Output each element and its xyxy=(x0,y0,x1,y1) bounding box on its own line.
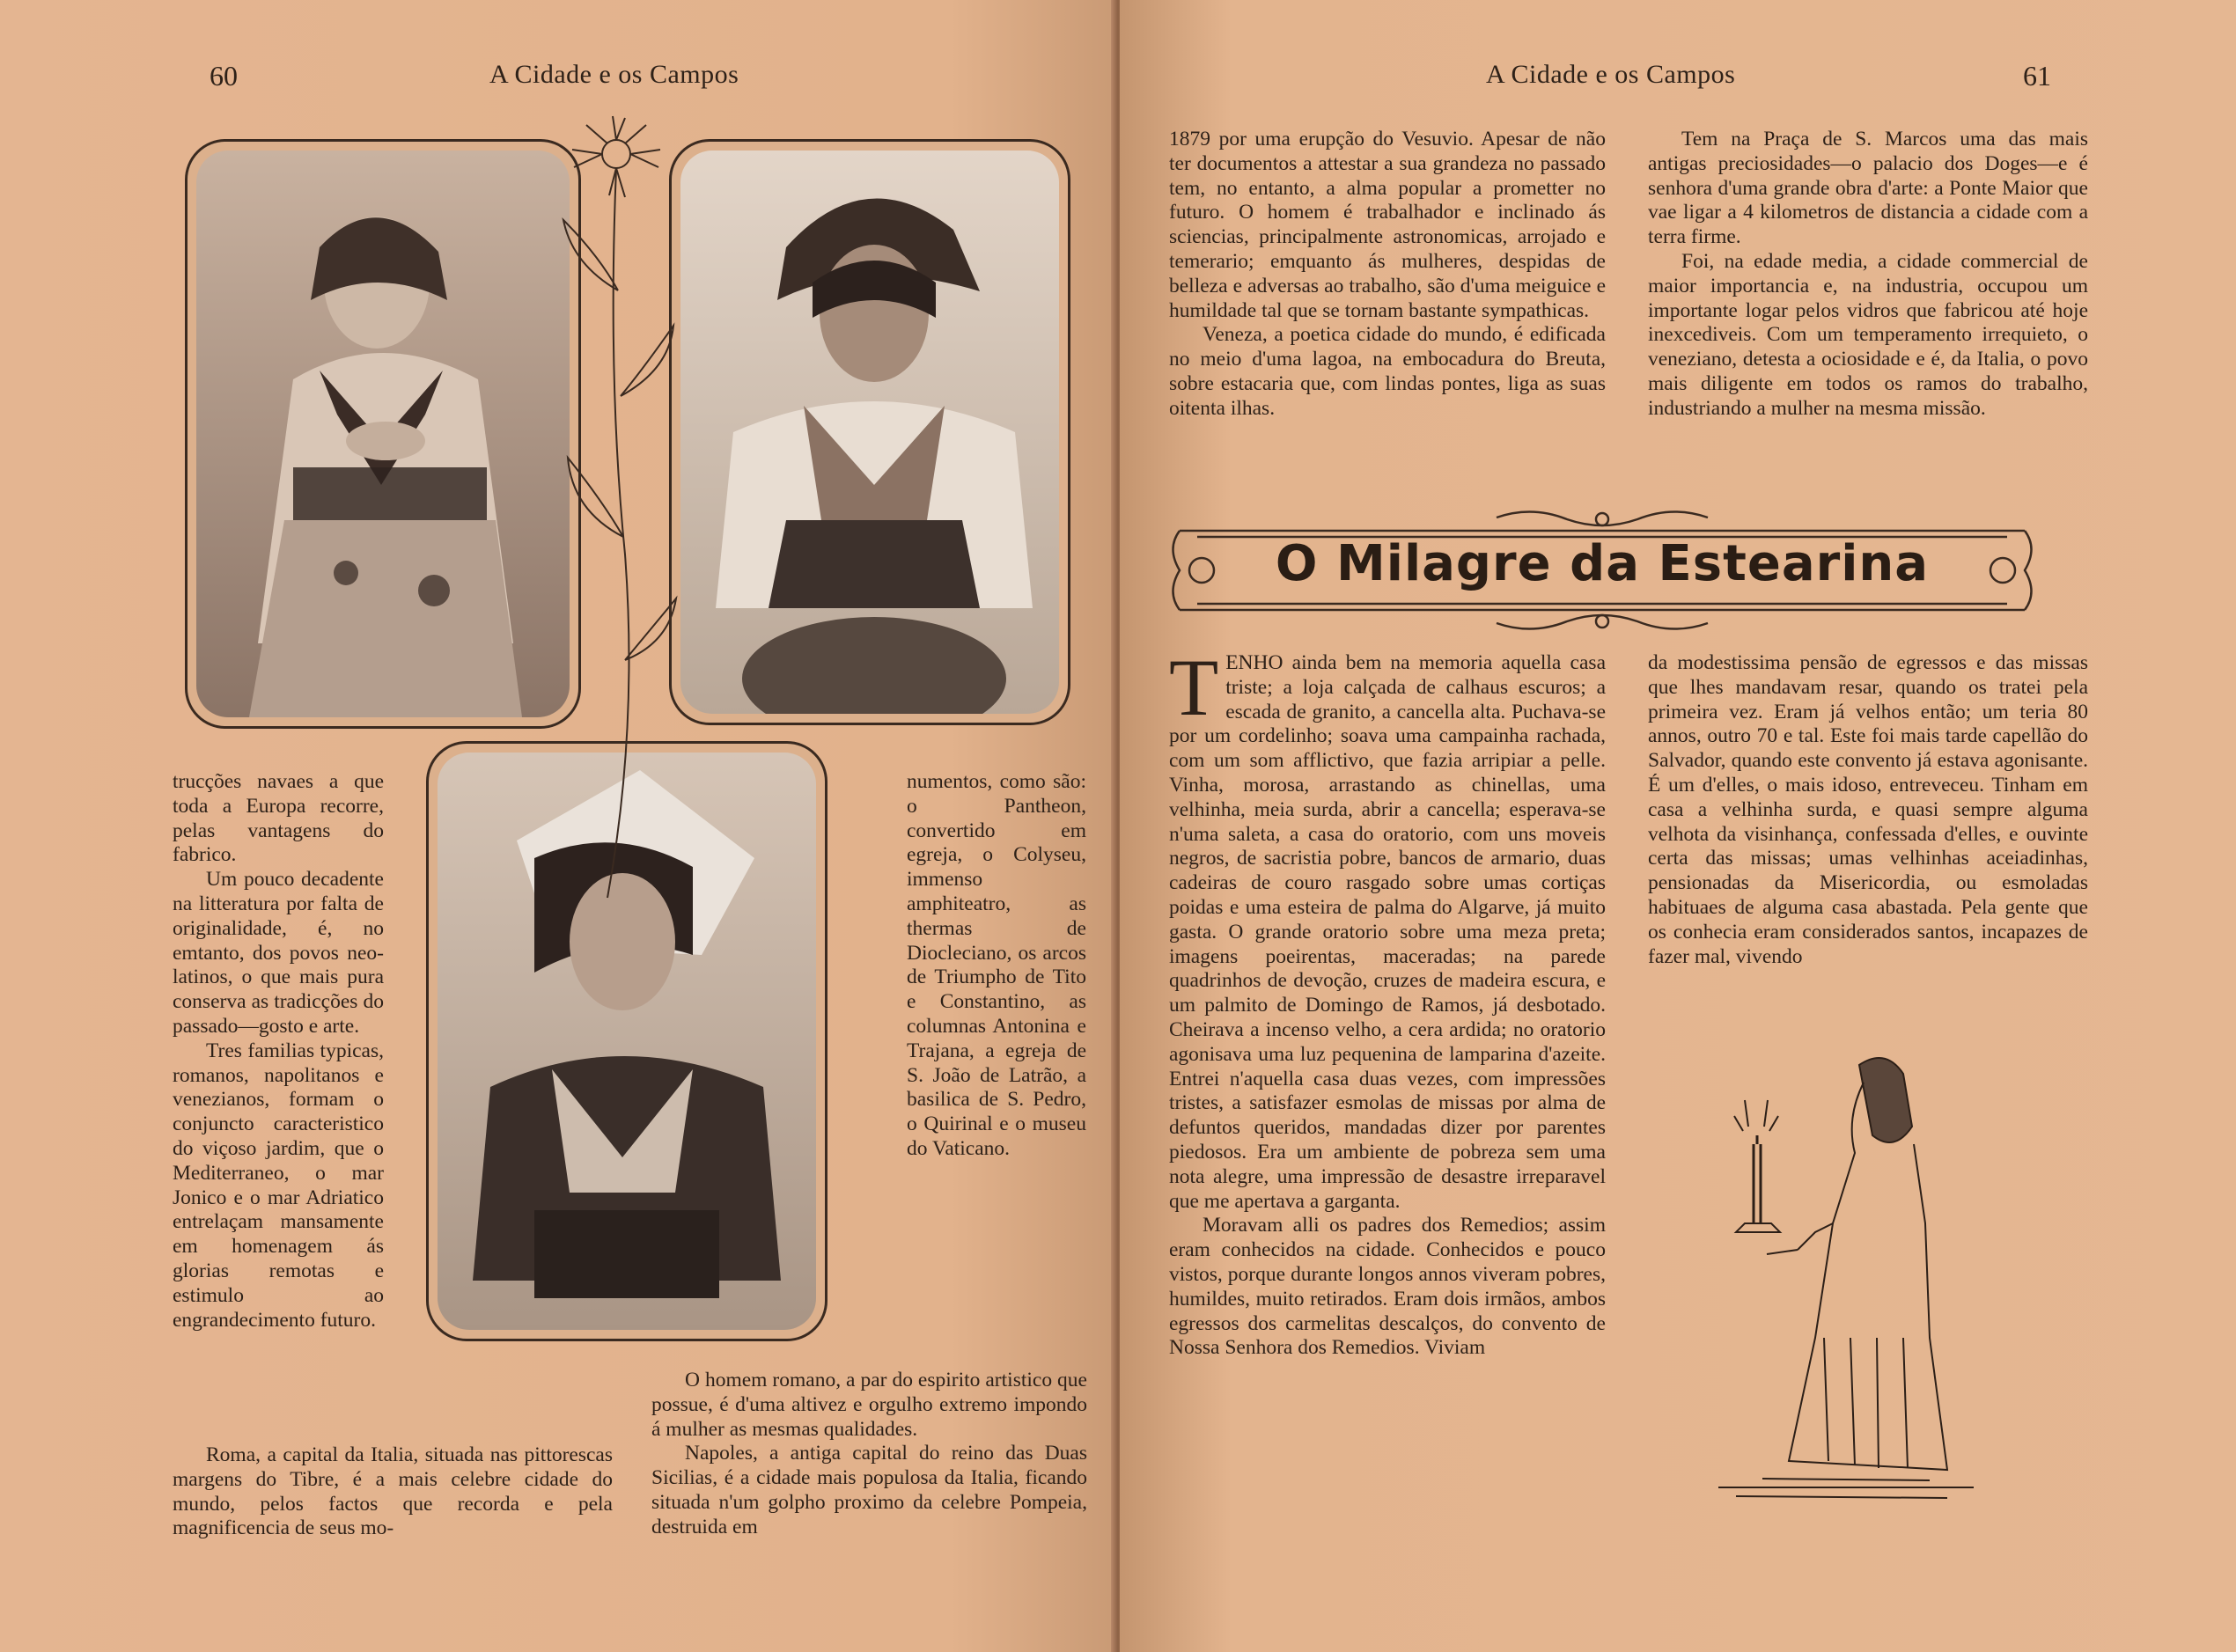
left-column-b-bottom xyxy=(651,1369,1087,1540)
paragraph: Veneza, a poetica cidade do mundo, é edificada no meio d'uma lagoa, na embocadura do Breuta, sobre estacaria que, com lindas pontes, liga as suas oitenta ilhas. xyxy=(1169,323,1606,420)
running-head-left: A Cidade e os Campos xyxy=(489,60,739,89)
page-number-left: 60 xyxy=(210,60,238,92)
paragraph: Roma, a capital da Italia, situada nas pittorescas margens do Tibre, é a mais celebre cidade do mundo, pelos factos que recorda e pela magnificencia de seus mo- xyxy=(173,1443,613,1540)
page-number-right: 61 xyxy=(2023,60,2051,92)
paragraph: ainda bem na memoria aquella casa triste; a loja calçada de calhaus escuros; a escada de granito, a cancella alta. Puchava-se por um cordelinho; soava uma campainha rachada, com um som afflictivo, que fazia arripiar a pelle. Vinha, morosa, arrastando as chinellas, uma velhinha, meia surda, abrir a cancella; esperava-se n'uma saleta, a casa do oratorio, com uns moveis negros, de sacristia pobre, bancos de armario, duas cadeiras de couro rasgado sobre umas cortiças poidas e uma esteira de palma do Algarve, já muito gasta. O grande oratorio sobre uma meza preta; imagens poeirentas, maceradas; na parede quadrinhos de devoção, cruzes de madeira escura, e um palmito de Domingo de Ramos, já desbotado. Cheirava a incenso velho, a cera ardida; no oratorio agonisava uma luz pequenina de lamparina d'azeite. Entrei n'aquella casa duas vezes, com impressões tristes, a satisfazer esmolas de missas por alma de defuntos queridos, mandadas dizer por parentes piedosos. Era um ambiente de pobreza sem uma nota alegre, uma impressão de desastre irreparavel que me apertava a garganta. xyxy=(1169,651,1606,1213)
photo-knitting-woman xyxy=(185,139,581,729)
paragraph: 1879 por uma erupção do Vesuvio. Apesar de não ter documentos a attestar a sua grandeza no passado tem, no entanto, a alma popular a prometter no futuro. O homem é trabalhador e inclinado ás sciencias, principalmente astronomicas, arrojado e temerario; emquanto ás mulheres, despidas de belleza e adversas ao trabalho, são d'uma meiguice e humildade tal que se tornam bastante sympathicas. xyxy=(1169,128,1606,322)
paragraph: Tres familias typicas, romanos, napolitanos e venezianos, formam o conjuncto caracteristico do viçoso jardim, que o Mediterraneo, o mar Jonico e o mar Adriatico entrelaçam mansamente em homenagem ás glorias remotas e estimulo ao engrandecimento futuro. xyxy=(173,1039,384,1332)
first-word: ENHO xyxy=(1225,651,1283,674)
right-column-b-bottom xyxy=(1648,651,2088,969)
drop-cap: T xyxy=(1169,642,1219,732)
paragraph: Foi, na edade media, a cidade commercial de maior importancia e, na industria, occupou um importante logar pelos vidros que fabricou até hoje inexcediveis. Com um temperamento irrequieto, o veneziano, detesta a ociosidade e é, da Italia, o povo mais diligente em todos os ramos do trabalho, industriando a mulher na mesma missão. xyxy=(1648,249,2088,420)
left-column-a xyxy=(173,770,384,1333)
paragraph: trucções navaes a que toda a Europa recorre, pelas vantagens do fabrico. xyxy=(173,770,384,867)
left-column-b xyxy=(907,770,1086,1162)
paragraph: Um pouco decadente na litteratura por falta de originalidade, é, no emtanto, dos povos neo-latinos, o que mais pura conserva as tradicções do passado—gosto e arte. xyxy=(173,868,384,1038)
paragraph: da modestissima pensão de egressos e das missas que lhes mandavam resar, quando os tratei pela primeira vez. Eram já velhos então; um teria 80 annos, outro 70 e tal. Este foi mais tarde capellão do Salvador, quando este convento já estava agonisante. É um d'elles, o mais idoso, entreveceu. Tinham em casa a velhinha surda, e quasi sempre alguma velhota da visinhança, confessada d'elles, e ouvinte certa das missas; umas velhinhas aceiadinhas, pensionadas da Misericordia, ou esmoladas habituaes de alguma casa abastada. Pela gente que os conhecia eram considerados santos, incapazes de fazer mal, vivendo xyxy=(1648,651,2088,968)
right-column-a-top xyxy=(1169,128,1606,422)
article-title-frame xyxy=(1162,509,2042,632)
left-page xyxy=(0,0,1116,1652)
article-title: O Milagre da Estearina xyxy=(1275,535,1930,592)
paragraph: Napoles, a antiga capital do reino das Duas Sicilias, é a cidade mais populosa da Italia, ficando situada n'um golpho proximo da celebre Pompeia, destruida em xyxy=(651,1442,1087,1538)
left-column-a-bottom xyxy=(173,1443,613,1541)
paragraph: numentos, como são: o Pantheon, convertido em egreja, o Colyseu, immenso amphiteatro, as thermas de Diocleciano, os arcos de Triumpho de Tito e Constantino, as columnas Antonina e Trajana, a egreja de S. João de Latrão, a basilica de S. Pedro, o Quirinal e o museu do Vaticano. xyxy=(907,770,1086,1160)
right-column-a-bottom xyxy=(1169,642,1606,1361)
flower-ornament xyxy=(555,114,678,907)
right-page xyxy=(1120,0,2236,1652)
photo-woman-with-pot xyxy=(669,139,1070,725)
right-column-b-top xyxy=(1648,128,2088,422)
paragraph: Tem na Praça de S. Marcos uma das mais antigas preciosidades—o palacio dos Doges—e é senhora d'uma grande obra d'arte: a Ponte Maior que vae ligar a 4 kilometros de distancia a cidade com a terra firme. xyxy=(1648,128,2088,249)
running-head-right: A Cidade e os Campos xyxy=(1486,60,1736,89)
paragraph: O homem romano, a par do espirito artistico que possue, é d'uma altivez e orgulho extremo impondo á mulher as mesmas qualidades. xyxy=(651,1369,1087,1441)
old-woman-candle-illustration xyxy=(1683,1047,2000,1505)
paragraph: Moravam alli os padres dos Remedios; assim eram conhecidos na cidade. Conhecidos e pouco vistos, porque durante longos annos viveram pobres, humildes, muito retirados. Eram dois irmãos, ambos egressos dos carmelitas descalços, do convento de Nossa Senhora dos Remedios. Viviam xyxy=(1169,1214,1606,1360)
